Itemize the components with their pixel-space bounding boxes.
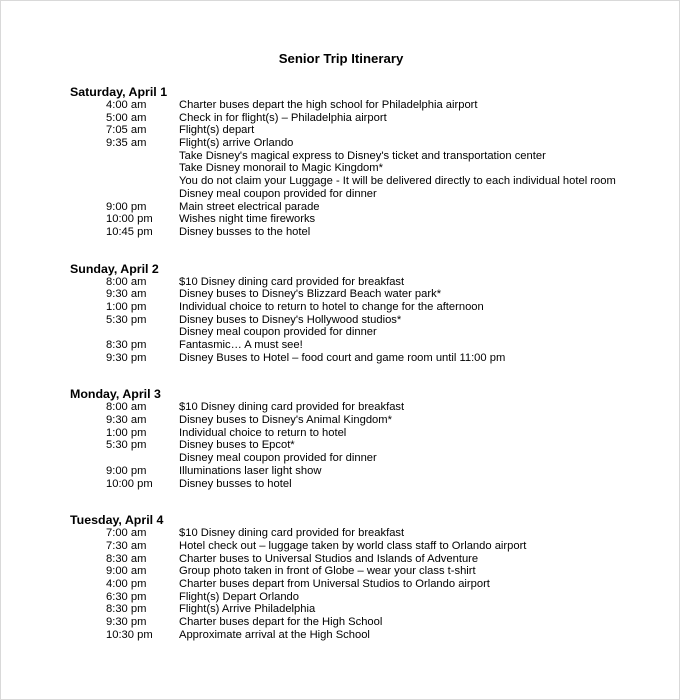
entry-time: 9:30 am <box>106 414 147 427</box>
entry-time: 5:30 pm <box>106 313 147 326</box>
itinerary-row <box>70 201 660 214</box>
entry-text: Disney buses to Disney's Hollywood studios* <box>179 313 402 326</box>
entry-text: Flight(s) arrive Orlando <box>179 137 294 150</box>
entry-text: Flight(s) Arrive Philadelphia <box>179 603 316 616</box>
itinerary-row <box>70 301 660 314</box>
entry-text: Fantasmic… A must see! <box>179 339 303 351</box>
entry-time: 9:30 am <box>106 288 147 301</box>
itinerary-row <box>70 162 660 175</box>
entry-text: Approximate arrival at the High School <box>179 628 370 641</box>
entry-time: 9:35 am <box>106 137 147 150</box>
itinerary-row <box>70 314 660 327</box>
entry-text: Disney buses to Disney's Animal Kingdom* <box>179 414 392 427</box>
itinerary-row <box>70 591 660 604</box>
itinerary-row <box>70 124 660 137</box>
itinerary <box>70 85 660 664</box>
entry-time: 10:00 pm <box>106 477 153 490</box>
entry-text: Flight(s) Depart Orlando <box>179 590 299 603</box>
itinerary-row <box>70 478 660 491</box>
day-heading: Tuesday, April 4 <box>70 513 164 528</box>
entry-text: Main street electrical parade <box>179 200 320 213</box>
itinerary-row <box>70 603 660 616</box>
day-heading: Saturday, April 1 <box>70 85 168 99</box>
entry-time: 10:00 pm <box>106 213 153 226</box>
entry-text: Charter buses depart from Universal Studios to Orlando airport <box>179 577 490 590</box>
entry-time: 1:00 pm <box>106 300 147 313</box>
entry-text: Disney buses to Epcot* <box>179 439 295 452</box>
entry-time: 9:00 am <box>106 565 147 578</box>
entry-time: 8:30 pm <box>106 339 147 351</box>
page-title: Senior Trip Itinerary <box>278 51 404 66</box>
entry-time: 10:45 pm <box>106 225 153 238</box>
itinerary-row <box>70 175 660 188</box>
itinerary-row <box>70 452 660 465</box>
itinerary-row <box>70 439 660 452</box>
itinerary-row <box>70 326 660 339</box>
itinerary-row <box>70 288 660 301</box>
entry-time: 4:00 pm <box>106 577 147 590</box>
itinerary-row <box>70 427 660 440</box>
entry-text: Charter buses depart the high school for Philadelphia airport <box>179 99 478 111</box>
itinerary-row <box>70 414 660 427</box>
entry-time: 7:30 am <box>106 539 147 552</box>
entry-time: 5:00 am <box>106 111 147 124</box>
day-section-sunday <box>70 262 660 365</box>
entry-text: Individual choice to return to hotel to change for the afternoon <box>179 300 484 313</box>
entry-time: 6:30 pm <box>106 590 147 603</box>
entry-text: Charter buses to Universal Studios and Islands of Adventure <box>179 552 479 565</box>
itinerary-row <box>70 578 660 591</box>
day-heading: Sunday, April 2 <box>70 261 159 276</box>
entry-text: Illuminations laser light show <box>179 464 322 477</box>
entry-text: Disney meal coupon provided for dinner <box>179 326 377 339</box>
entry-text: Disney busses to the hotel <box>179 225 311 238</box>
entry-text: $10 Disney dining card provided for breakfast <box>179 401 405 414</box>
itinerary-row <box>70 527 660 540</box>
itinerary-row <box>70 540 660 553</box>
entry-time: 9:30 pm <box>106 616 147 628</box>
itinerary-row <box>70 226 660 239</box>
itinerary-row <box>70 339 660 352</box>
entry-text: $10 Disney dining card provided for breakfast <box>179 275 405 288</box>
entry-text: Disney buses to Disney's Blizzard Beach water park* <box>179 288 442 301</box>
entry-text: Disney Buses to Hotel – food court and game room until 11:00 pm <box>179 351 506 364</box>
entry-text: Disney meal coupon provided for dinner <box>179 187 377 200</box>
entry-text: Take Disney's magical express to Disney's ticket and transportation center <box>179 149 546 162</box>
entry-text: Wishes night time fireworks <box>179 213 316 226</box>
entry-time: 8:30 pm <box>106 603 147 616</box>
entry-time: 9:00 pm <box>106 464 147 477</box>
entry-time: 8:30 am <box>106 552 147 565</box>
entry-time: 4:00 am <box>106 99 147 111</box>
day-section-monday <box>70 387 660 490</box>
day-section-saturday <box>70 85 660 239</box>
itinerary-row <box>70 112 660 125</box>
entry-time: 7:00 am <box>106 527 147 540</box>
itinerary-row <box>70 629 660 642</box>
itinerary-row <box>70 565 660 578</box>
itinerary-row <box>70 150 660 163</box>
entry-text: Group photo taken in front of Globe – wear your class t-shirt <box>179 565 476 578</box>
itinerary-row <box>70 213 660 226</box>
entry-time: 10:30 pm <box>106 628 153 641</box>
itinerary-row <box>70 276 660 289</box>
entry-time: 1:00 pm <box>106 426 147 439</box>
entry-text: You do not claim your Luggage - It will be delivered directly to each individual hotel room <box>179 175 616 188</box>
entry-text: $10 Disney dining card provided for breakfast <box>179 527 405 540</box>
entry-time: 9:00 pm <box>106 200 147 213</box>
entry-time: 5:30 pm <box>106 439 147 452</box>
entry-time: 8:00 am <box>106 401 147 414</box>
itinerary-row <box>70 188 660 201</box>
entry-text: Hotel check out – luggage taken by world class staff to Orlando airport <box>179 539 527 552</box>
day-section-tuesday <box>70 513 660 641</box>
day-heading: Monday, April 3 <box>70 387 161 402</box>
itinerary-row <box>70 352 660 365</box>
entry-text: Flight(s) depart <box>179 124 255 137</box>
entry-text: Check in for flight(s) – Philadelphia airport <box>179 111 387 124</box>
itinerary-row <box>70 553 660 566</box>
itinerary-row <box>70 137 660 150</box>
entry-text: Charter buses depart for the High School <box>179 616 383 628</box>
itinerary-row <box>70 616 660 629</box>
itinerary-row <box>70 99 660 112</box>
entry-text: Individual choice to return to hotel <box>179 426 347 439</box>
itinerary-row <box>70 401 660 414</box>
entry-time: 9:30 pm <box>106 351 147 364</box>
entry-text: Take Disney monorail to Magic Kingdom* <box>179 162 383 175</box>
entry-text: Disney busses to hotel <box>179 477 292 490</box>
entry-time: 7:05 am <box>106 124 147 137</box>
itinerary-row <box>70 465 660 478</box>
entry-text: Disney meal coupon provided for dinner <box>179 452 377 465</box>
entry-time: 8:00 am <box>106 275 147 288</box>
